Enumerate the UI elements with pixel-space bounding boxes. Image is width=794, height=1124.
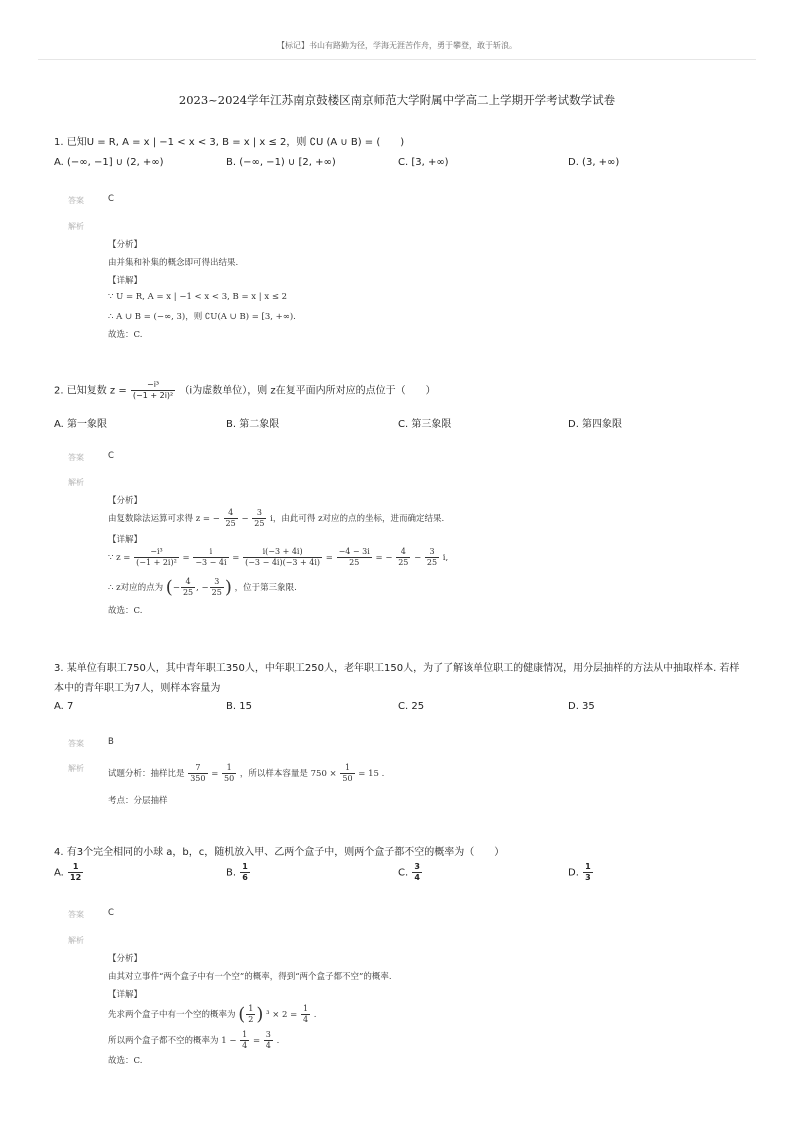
page-title: 2023~2024学年江苏南京鼓楼区南京师范大学附属中学高二上学期开学考试数学试卷 (178, 93, 616, 107)
fraction-denominator: 25 (182, 588, 194, 597)
text-segment: = (232, 553, 240, 563)
text-segment: − (414, 553, 422, 563)
fraction-denominator: 4 (302, 1015, 309, 1024)
text-segment: 先求两个盒子中有一个空的概率为 (108, 1010, 236, 1020)
fraction (340, 763, 354, 784)
question-1-option-a[interactable]: A. (−∞, −1] ∪ (2, +∞) (54, 157, 164, 168)
fraction-numerator: 3 (252, 508, 266, 519)
question-4-stem: 4. 有3个完全相同的小球 a，b，c，随机放入甲、乙两个盒子中，则两个盒子都不空的概率为（ ） (54, 847, 505, 858)
fraction-denominator: 350 (190, 774, 206, 783)
question-1-option-b[interactable]: B. (−∞, −1) ∪ [2, +∞) (226, 157, 336, 168)
fraction-denominator: 25 (426, 558, 438, 567)
question-3-answer: B (108, 737, 114, 747)
question-3-analysis-tag: 解析 (68, 764, 84, 773)
fraction-denominator: −3 − 4i (195, 558, 227, 567)
fraction (210, 577, 224, 598)
question-2-stem (54, 380, 744, 401)
fraction-numerator: 4 (396, 547, 410, 558)
fraction-numerator: 1 (242, 862, 248, 871)
text-segment: = (325, 553, 333, 563)
fraction-denominator: (−1 + 2i)² (132, 391, 174, 400)
fraction-denominator: 25 (225, 519, 236, 528)
question-4-option-c[interactable] (398, 862, 423, 883)
question-1-stem: 1. 已知U = R, A = x | −1 < x < 3, B = x | x ≤ 2，则 ∁U (A ∪ B) = ( ) (54, 137, 405, 148)
right-paren: ) (256, 1004, 264, 1025)
fraction-numerator: 1 (248, 1004, 254, 1013)
text-segment: − (241, 514, 249, 524)
left-paren: ( (238, 1004, 246, 1025)
fraction (246, 1004, 255, 1025)
question-1-options (54, 157, 744, 173)
question-2-option-b[interactable]: B. 第二象限 (226, 419, 280, 430)
text-segment: = − (375, 553, 393, 563)
fraction-denominator: 25 (398, 558, 409, 567)
left-paren: ( (165, 577, 173, 598)
fraction-denominator: 25 (254, 519, 265, 528)
fraction (181, 577, 195, 598)
question-1-answer-tag: 答案 (68, 196, 84, 205)
question-2-option-a[interactable]: A. 第一象限 (54, 419, 108, 430)
question-2-answer-tag: 答案 (68, 453, 84, 462)
fraction-numerator: 3 (414, 862, 420, 871)
question-3-option-b[interactable]: B. 15 (226, 701, 252, 712)
question-4-analysis-tag: 解析 (68, 936, 84, 945)
text-segment: 由复数除法运算可求得 z = − (108, 514, 220, 524)
right-paren: ) (224, 577, 232, 598)
text-segment: ³ × 2 = (266, 1010, 298, 1020)
fraction (425, 547, 439, 568)
fraction-denominator: 3 (585, 873, 591, 882)
question-3-analysis-line: 考点：分层抽样 (108, 796, 168, 806)
text-segment: ，位于第三象限. (234, 583, 297, 593)
fraction (412, 862, 422, 883)
fraction-numerator: −i³ (131, 380, 175, 391)
text-segment: . (313, 1010, 317, 1020)
question-2-analysis-line: 【分析】 (108, 496, 143, 506)
question-4-option-b[interactable] (226, 862, 251, 883)
fraction-denominator: 25 (211, 588, 222, 597)
fraction-numerator: 1 (302, 1004, 309, 1013)
question-2-answer: C (108, 451, 114, 461)
question-4-analysis-line (108, 1030, 279, 1051)
text-segment: = 15 . (358, 769, 385, 779)
fraction-denominator: 4 (242, 1041, 248, 1050)
question-1-option-c[interactable]: C. [3, +∞) (398, 157, 449, 168)
fraction-numerator: 7 (188, 763, 207, 774)
question-2-stem-suffix: （i为虚数单位），则 z在复平面内所对应的点位于（ ） (179, 385, 436, 397)
question-4-analysis-line: 故选：C. (108, 1056, 143, 1066)
question-1-analysis-line: 故选：C. (108, 330, 143, 340)
question-3-options (54, 701, 744, 717)
question-4-analysis-line (108, 1004, 316, 1025)
fraction-numerator: 1 (242, 1030, 248, 1039)
question-2-analysis-line (108, 547, 448, 568)
text-segment: i, (442, 553, 449, 563)
fraction (68, 862, 83, 883)
fraction (396, 547, 410, 568)
fraction-numerator: 4 (224, 508, 238, 519)
fraction-numerator: i (193, 547, 228, 558)
fraction-numerator: 3 (265, 1030, 271, 1039)
option-label: B. (226, 867, 237, 879)
fraction-denominator: (−1 + 2i)² (136, 558, 177, 567)
text-segment: ∴ z对应的点为 (108, 583, 164, 593)
fraction-denominator: 50 (342, 774, 353, 783)
fraction-numerator: 1 (340, 763, 354, 774)
fraction-numerator: −i³ (134, 547, 179, 558)
question-4-answer: C (108, 908, 114, 918)
text-segment: 所以两个盒子都不空的概率为 1 − (108, 1036, 237, 1046)
fraction (583, 862, 593, 883)
question-3-option-c[interactable]: C. 25 (398, 701, 425, 712)
fraction (240, 862, 250, 883)
fraction (222, 763, 236, 784)
question-2-option-d[interactable]: D. 第四象限 (568, 419, 623, 430)
header-divider (38, 59, 756, 60)
question-3-stem: 3. 某单位有职工750人，其中青年职工350人，中年职工250人，老年职工150人，为了了解该单位职工的健康情况，用分层抽样的方法从中抽取样本. 若样本中的青年职工为7人，则样本容量为 (54, 663, 740, 694)
fraction-numerator: 1 (222, 763, 236, 774)
question-4-option-d[interactable] (568, 862, 594, 883)
question-4-option-a[interactable] (54, 862, 84, 883)
text-segment: = (182, 553, 190, 563)
question-1-answer: C (108, 194, 114, 204)
question-4-answer-tag: 答案 (68, 910, 84, 919)
fraction (188, 763, 207, 784)
minus-sign: − (172, 583, 180, 593)
fraction-denominator: 50 (224, 774, 235, 783)
comma: , − (196, 583, 209, 593)
question-2-option-c[interactable]: C. 第三象限 (398, 419, 452, 430)
question-2-analysis-line (108, 577, 297, 598)
question-4-options (54, 862, 744, 892)
fraction-denominator: 6 (242, 873, 248, 882)
fraction (193, 547, 228, 568)
fraction-numerator: 3 (425, 547, 439, 558)
question-3-option-a[interactable]: A. 7 (54, 701, 74, 712)
question-4-analysis-line: 由其对立事件“两个盒子中有一个空”的概率，得到“两个盒子都不空”的概率. (108, 972, 392, 982)
header-motto: 【标记】书山有路勤为径，学海无涯苦作舟，勇于攀登，敢于斩浪。 (277, 41, 517, 50)
fraction (264, 1030, 273, 1051)
question-1-analysis-tag: 解析 (68, 222, 84, 231)
question-3-analysis-line (108, 763, 384, 784)
fraction-numerator: i(−3 + 4i) (243, 547, 322, 558)
question-1-analysis-line: ∵ U = R, A = x | −1 < x < 3, B = x | x ≤ 2 (108, 292, 288, 302)
question-3-option-d[interactable]: D. 35 (568, 701, 595, 712)
fraction-numerator: 1 (68, 862, 83, 873)
fraction-denominator: 25 (349, 558, 360, 567)
question-2-analysis-line (108, 508, 444, 529)
fraction (301, 1004, 310, 1025)
text-segment: . (276, 1036, 280, 1046)
fraction (243, 547, 322, 568)
question-3-answer-tag: 答案 (68, 739, 84, 748)
fraction-numerator: 1 (585, 862, 591, 871)
question-2-analysis-line: 故选：C. (108, 606, 143, 616)
fraction (337, 547, 372, 568)
option-label: D. (568, 867, 579, 879)
question-4-analysis-line: 【详解】 (108, 990, 143, 1000)
fraction-denominator: 12 (70, 873, 82, 882)
text-segment: i，由此可得 z对应的点的坐标，进而确定结果. (270, 514, 445, 524)
question-4-analysis-line: 【分析】 (108, 954, 143, 964)
question-2-fraction (131, 380, 175, 401)
question-2-analysis-line: 【详解】 (108, 535, 143, 545)
text-segment: ∵ z = (108, 553, 131, 563)
fraction-denominator: (−3 − 4i)(−3 + 4i) (245, 558, 321, 567)
question-2-options (54, 415, 744, 431)
option-label: A. (54, 867, 64, 879)
question-2-stem-prefix: 2. 已知复数 z = (54, 385, 127, 397)
fraction-numerator: −4 − 3i (338, 547, 370, 556)
fraction-denominator: 4 (414, 873, 420, 882)
question-1-analysis-line: ∴ A ∪ B = (−∞, 3)，则 ∁U(A ∪ B) = [3, +∞). (108, 312, 296, 322)
fraction (224, 508, 238, 529)
text-segment: = (211, 769, 219, 779)
text-segment: ，所以样本容量是 750 × (239, 769, 337, 779)
question-1-analysis-line: 【分析】 (108, 240, 143, 250)
question-1-analysis-line: 【详解】 (108, 276, 143, 286)
fraction-numerator: 4 (181, 577, 195, 588)
fraction (240, 1030, 249, 1051)
fraction-numerator: 3 (210, 577, 224, 588)
question-1-option-d[interactable]: D. (3, +∞) (568, 157, 620, 168)
fraction (134, 547, 179, 568)
fraction-denominator: 4 (265, 1041, 271, 1050)
text-segment: 试题分析：抽样比是 (108, 769, 185, 779)
question-1-analysis-line: 由并集和补集的概念即可得出结果. (108, 258, 239, 268)
text-segment: = (252, 1036, 261, 1046)
question-2-analysis-tag: 解析 (68, 478, 84, 487)
fraction (252, 508, 266, 529)
fraction-denominator: 2 (248, 1015, 254, 1024)
option-label: C. (398, 867, 409, 879)
